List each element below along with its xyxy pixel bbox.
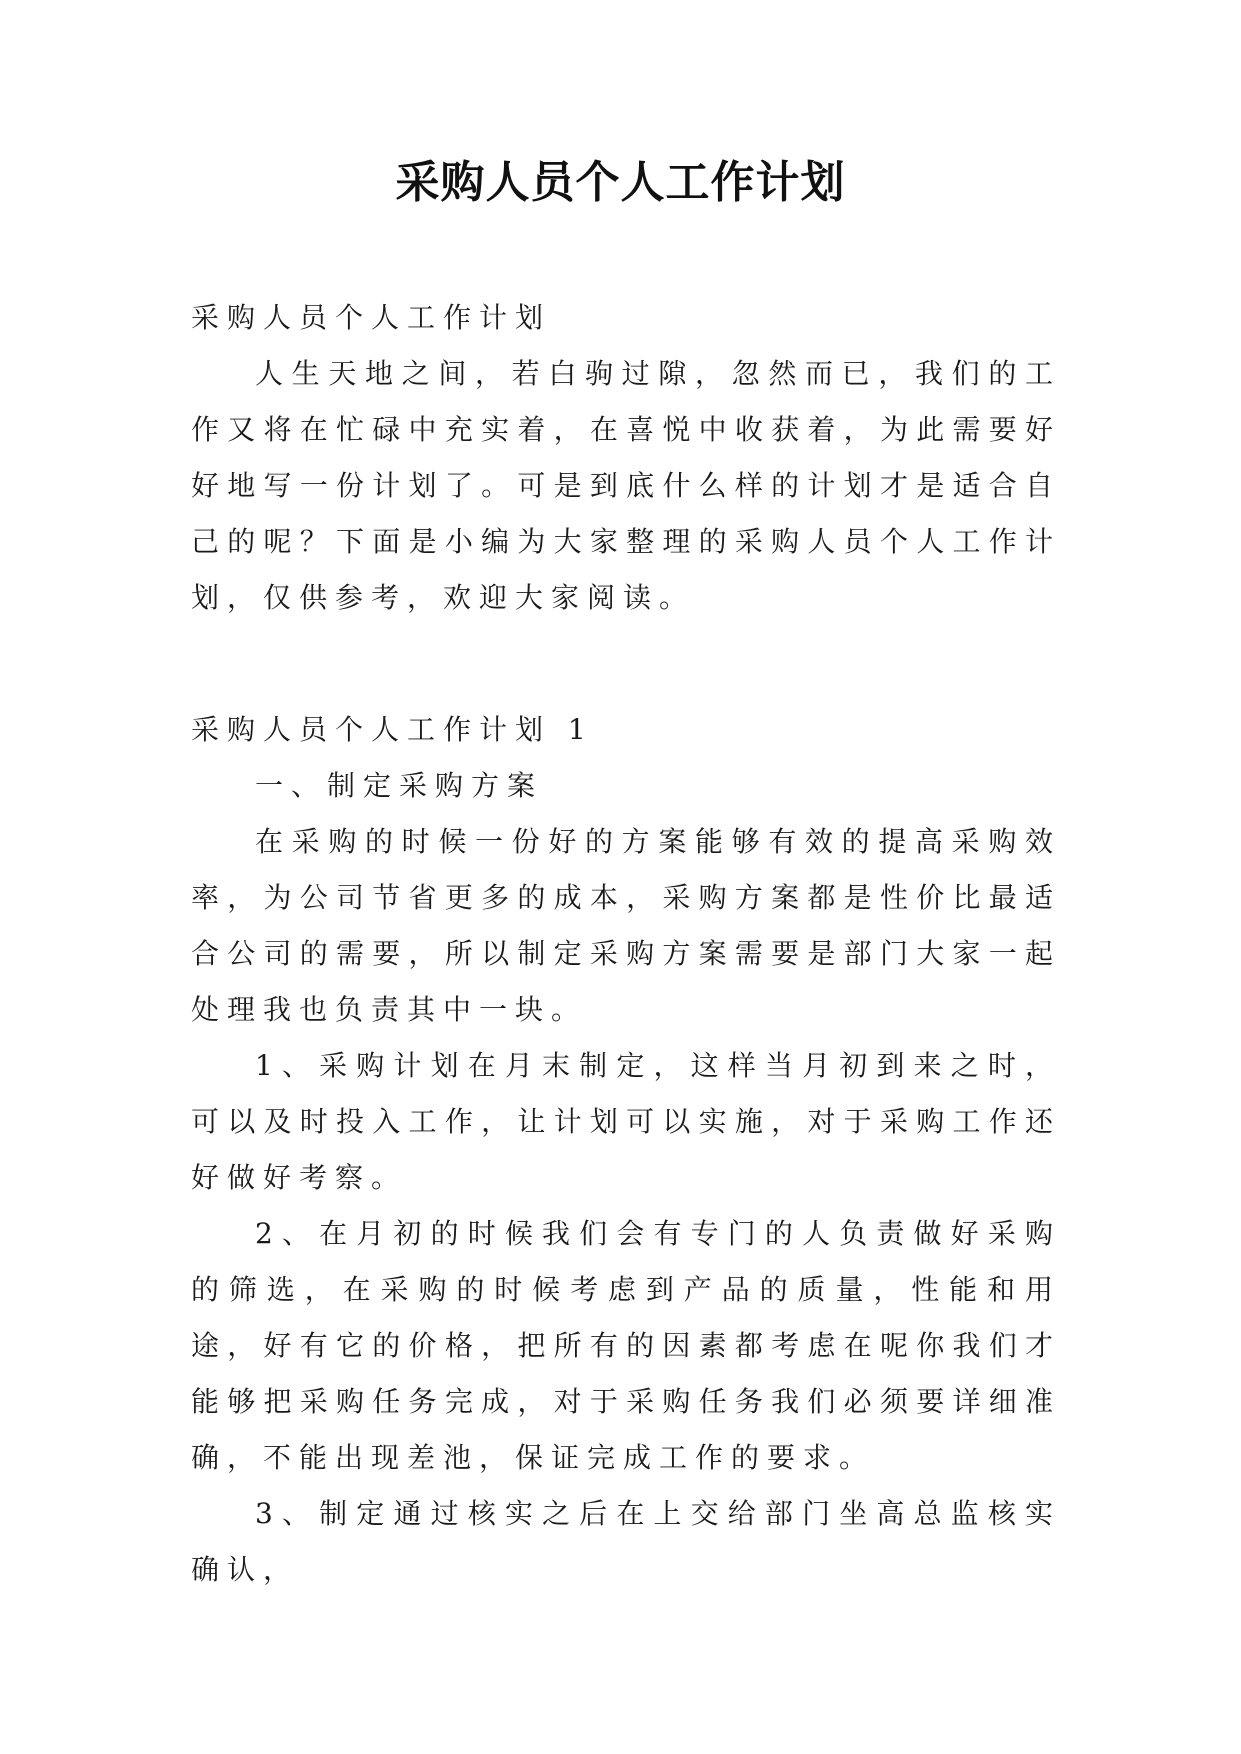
body-paragraph: 2、在月初的时候我们会有专门的人负责做好采购的筛选，在采购的时候考虑到产品的质量，性能和用途，好有它的价格，把所有的因素都考虑在呢你我们才能够把采购任务完成，对于采购任务我们必须要详细准确，不能出现差池，保证完成工作的要求。 [191,1217,1061,1474]
body-paragraph: 3、制定通过核实之后在上交给部门坐高总监核实确认， [191,1497,1061,1586]
section-heading: 采购人员个人工作计划 1 [191,713,594,746]
intro-paragraph: 人生天地之间，若白驹过隙，忽然而已，我们的工作又将在忙碌中充实着，在喜悦中收获着，为此需要好好地写一份计划了。可是到底什么样的计划才是适合自己的呢？下面是小编为大家整理的采购人员个人工作计划，仅供参考，欢迎大家阅读。 [191,357,1061,614]
document-subtitle: 采购人员个人工作计划 [191,301,552,334]
document-body [191,290,1061,1598]
paragraph-gap [191,626,1061,702]
body-paragraph: 在采购的时候一份好的方案能够有效的提高采购效率，为公司节省更多的成本，采购方案都是性价比最适合公司的需要，所以制定采购方案需要是部门大家一起处理我也负责其中一块。 [191,825,1061,1026]
body-paragraph: 1、采购计划在月末制定，这样当月初到来之时，可以及时投入工作，让计划可以实施，对于采购工作还好做好考察。 [191,1049,1061,1194]
item-heading: 一、制定采购方案 [255,769,544,802]
document-title: 采购人员个人工作计划 [395,157,846,208]
